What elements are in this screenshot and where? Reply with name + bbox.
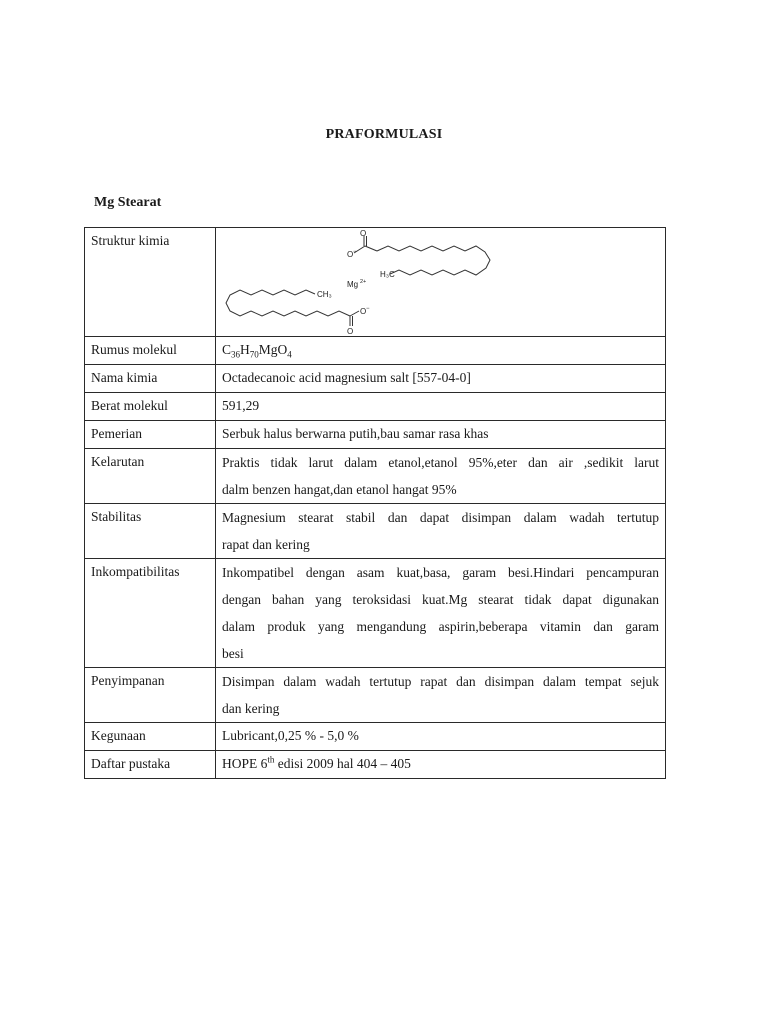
reference-superscript: th xyxy=(267,754,275,765)
atom-o-minus-bottom: O xyxy=(360,307,367,316)
table-row-kegunaan xyxy=(85,723,666,751)
value-daftar-pustaka xyxy=(216,751,666,779)
section-title: Mg Stearat xyxy=(94,195,162,210)
label-stabilitas: Stabilitas xyxy=(85,504,216,559)
atom-ch3: CH₃ xyxy=(317,290,332,299)
table-row-rumus xyxy=(85,337,666,365)
value-stabilitas xyxy=(216,504,666,559)
label-daftar-pustaka: Daftar pustaka xyxy=(85,751,216,779)
value-kelarutan xyxy=(216,449,666,504)
value-berat-molekul: 591,29 xyxy=(216,393,666,421)
formula-subscript: 70 xyxy=(249,349,259,360)
charge-mg: 2+ xyxy=(360,279,367,285)
document-title: PRAFORMULASI xyxy=(325,127,443,142)
text-line: Disimpan dalam wadah tertutup rapat dan disimpan dalam tempat sejuk xyxy=(222,674,659,689)
label-struktur-kimia: Struktur kimia xyxy=(85,228,216,337)
value-rumus-molekul xyxy=(216,337,666,365)
reference-text: edisi 2009 hal 404 – 405 xyxy=(274,756,411,771)
label-kegunaan: Kegunaan xyxy=(85,723,216,751)
text-line: Magnesium stearat stabil dan dapat disimpan dalam wadah tertutup xyxy=(222,510,659,525)
text-line: dengan bahan yang teroksidasi kuat.Mg stearat tidak dapat digunakan xyxy=(222,592,659,607)
value-penyimpanan xyxy=(216,668,666,723)
atom-o-double-bottom: O xyxy=(347,327,354,334)
table-row-pemerian xyxy=(85,421,666,449)
text-line: Praktis tidak larut dalam etanol,etanol 95%,eter dan air ,sedikit larut xyxy=(222,455,659,470)
table-row-struktur xyxy=(85,228,666,337)
value-nama-kimia: Octadecanoic acid magnesium salt [557-04-0] xyxy=(216,365,666,393)
charge-minus-top: − xyxy=(353,249,357,255)
atom-mg: Mg xyxy=(347,280,359,289)
formula-subscript: 36 xyxy=(231,349,241,360)
formula-part: H xyxy=(240,342,250,357)
text-line: rapat dan kering xyxy=(222,537,310,552)
text-line: dalam produk yang mengandung aspirin,beberapa vitamin dan garam xyxy=(222,619,659,634)
text-line: besi xyxy=(222,646,244,661)
label-pemerian: Pemerian xyxy=(85,421,216,449)
atom-o-double-top: O xyxy=(360,229,367,238)
table-row-stabilitas xyxy=(85,504,666,559)
label-penyimpanan: Penyimpanan xyxy=(85,668,216,723)
label-nama-kimia: Nama kimia xyxy=(85,365,216,393)
label-kelarutan: Kelarutan xyxy=(85,449,216,504)
structure-cell xyxy=(216,228,666,337)
formula-subscript: 4 xyxy=(287,349,292,360)
text-line: dalm benzen hangat,dan etanol hangat 95% xyxy=(222,482,457,497)
atom-o-minus-top: O xyxy=(347,250,354,259)
magnesium-stearate-structure-diagram xyxy=(222,228,494,334)
label-berat-molekul: Berat molekul xyxy=(85,393,216,421)
table-row-penyimpanan xyxy=(85,668,666,723)
table-row-kelarutan xyxy=(85,449,666,504)
value-kegunaan: Lubricant,0,25 % - 5,0 % xyxy=(216,723,666,751)
formula-part: MgO xyxy=(258,342,288,357)
label-rumus-molekul: Rumus molekul xyxy=(85,337,216,365)
label-inkompatibilitas: Inkompatibilitas xyxy=(85,559,216,668)
table-row-nama-kimia xyxy=(85,365,666,393)
formula-part: C xyxy=(222,342,232,357)
properties-table xyxy=(84,227,666,779)
value-pemerian: Serbuk halus berwarna putih,bau samar rasa khas xyxy=(216,421,666,449)
reference-text: HOPE 6 xyxy=(222,756,268,771)
atom-h3c: H₃C xyxy=(380,270,395,279)
table-row-daftar-pustaka xyxy=(85,751,666,779)
value-inkompatibilitas xyxy=(216,559,666,668)
table-row-berat-molekul xyxy=(85,393,666,421)
table-row-inkompatibilitas xyxy=(85,559,666,668)
text-line: Inkompatibel dengan asam kuat,basa, garam besi.Hindari pencampuran xyxy=(222,565,659,580)
text-line: dan kering xyxy=(222,701,280,716)
charge-minus-bottom: − xyxy=(366,306,370,312)
